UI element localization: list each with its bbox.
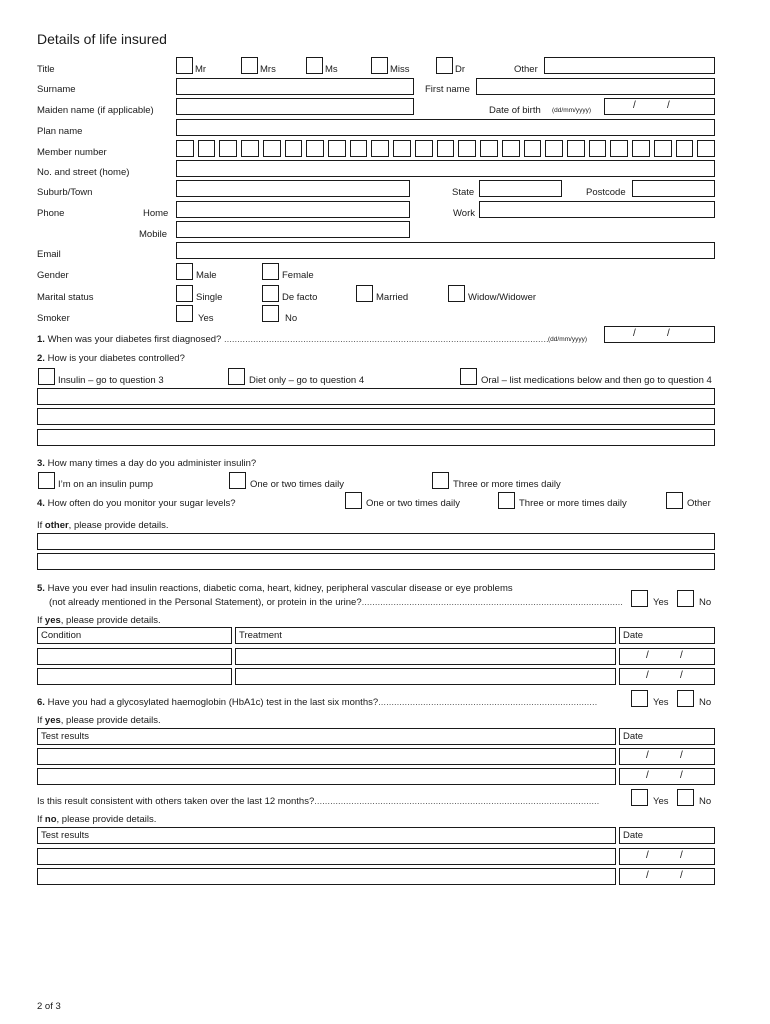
title-dr-checkbox[interactable] [436, 57, 453, 74]
q7-text: Is this result consistent with others taken over the last 12 months?............................................................................................................ [37, 796, 600, 807]
label-title: Title [37, 64, 55, 75]
member-number-cell[interactable] [241, 140, 259, 157]
label-dob: Date of birth [489, 105, 541, 116]
q5-date-header [619, 627, 715, 644]
member-number-cell[interactable] [350, 140, 368, 157]
first-name-field[interactable] [476, 78, 715, 95]
q6-date-header-label: Date [623, 731, 644, 742]
gender-female-label: Female [282, 270, 314, 281]
phone-work-field[interactable] [479, 201, 715, 218]
surname-field[interactable] [176, 78, 414, 95]
title-miss-checkbox[interactable] [371, 57, 388, 74]
q4-number: 4. [37, 498, 45, 509]
q5-treatment-header-label: Treatment [239, 630, 282, 641]
q3-once-twice-label: One or two times daily [250, 479, 344, 490]
q5-date-cell[interactable] [619, 648, 715, 665]
q3-number: 3. [37, 458, 45, 469]
q6-results-cell[interactable] [37, 748, 616, 765]
q6-date-cell[interactable] [619, 768, 715, 785]
q4-if-suffix: , please provide details. [68, 520, 169, 531]
q2-medication-line-1[interactable] [37, 388, 715, 405]
member-number-cell[interactable] [654, 140, 672, 157]
q5-date-cell[interactable] [619, 668, 715, 685]
phone-home-field[interactable] [176, 201, 410, 218]
phone-mobile-field[interactable] [176, 221, 410, 238]
label-first-name: First name [425, 84, 470, 95]
label-marital: Marital status [37, 292, 94, 303]
q5-treatment-cell[interactable] [235, 668, 616, 685]
q5-question-line-1: Have you ever had insulin reactions, diabetic coma, heart, kidney, peripheral vascular disease or eye problems [44, 583, 513, 594]
date-separator: / [646, 770, 649, 781]
suburb-field[interactable] [176, 180, 410, 197]
q6-date-header [619, 728, 715, 745]
q7-date-cell[interactable] [619, 868, 715, 885]
gender-male-checkbox[interactable] [176, 263, 193, 280]
title-ms-label: Ms [325, 64, 338, 75]
q5-yes-label: Yes [653, 597, 669, 608]
marital-widow-checkbox[interactable] [448, 285, 465, 302]
member-number-cell[interactable] [589, 140, 607, 157]
q5-date-header-label: Date [623, 630, 644, 641]
q5-number: 5. [37, 583, 45, 594]
member-number-cell[interactable] [198, 140, 216, 157]
member-number-cell[interactable] [676, 140, 694, 157]
q2-oral-checkbox[interactable] [460, 368, 477, 385]
q6-results-header-label: Test results [41, 731, 90, 742]
q5-if-bold: yes [44, 615, 61, 626]
q4-question: How often do you monitor your sugar levels? [44, 498, 236, 509]
member-number-field[interactable] [176, 140, 715, 157]
marital-married-label: Married [376, 292, 409, 303]
title-other-label: Other [514, 64, 538, 75]
q7-date-cell[interactable] [619, 848, 715, 865]
member-number-cell[interactable] [545, 140, 563, 157]
q4-three-plus-label: Three or more times daily [519, 498, 627, 509]
q7-date-header [619, 827, 715, 844]
q5-text-line-1 [37, 583, 513, 594]
q6-date-cell[interactable] [619, 748, 715, 765]
q5-no-label: No [699, 597, 712, 608]
q1-date-field[interactable] [604, 326, 715, 343]
smoker-yes-checkbox[interactable] [176, 305, 193, 322]
q6-no-checkbox[interactable] [677, 690, 694, 707]
q6-if-prefix: If [37, 715, 45, 726]
q7-no-checkbox[interactable] [677, 789, 694, 806]
member-number-cell[interactable] [371, 140, 389, 157]
q6-text: 6. Have you had a glycosylated haemoglobin (HbA1c) test in the last six months?................................................................................... [37, 697, 598, 708]
member-number-cell[interactable] [458, 140, 476, 157]
q1-date-format: (dd/mm/yyyy) [548, 336, 587, 343]
q4-other-label: Other [687, 498, 711, 509]
q7-if-suffix: , please provide details. [56, 814, 157, 825]
q5-if-prefix: If [37, 615, 45, 626]
member-number-cell[interactable] [437, 140, 455, 157]
member-number-cell[interactable] [502, 140, 520, 157]
q4-once-twice-label: One or two times daily [366, 498, 460, 509]
q6-results-header [37, 728, 616, 745]
member-number-cell[interactable] [306, 140, 324, 157]
label-phone: Phone [37, 208, 65, 219]
q3-once-twice-checkbox[interactable] [229, 472, 246, 489]
member-number-cell[interactable] [697, 140, 715, 157]
q1-question: When was your diabetes first diagnosed? [44, 334, 224, 345]
date-separator: / [633, 100, 636, 111]
q5-if-suffix: , please provide details. [60, 615, 161, 626]
title-dr-label: Dr [455, 64, 466, 75]
q3-question: How many times a day do you administer insulin? [44, 458, 257, 469]
q2-insulin-label: Insulin – go to question 3 [58, 375, 164, 386]
label-gender: Gender [37, 270, 69, 281]
label-plan: Plan name [37, 126, 83, 137]
q5-condition-header [37, 627, 232, 644]
q7-results-cell[interactable] [37, 868, 616, 885]
q5-no-checkbox[interactable] [677, 590, 694, 607]
date-separator: / [633, 328, 636, 339]
q2-diet-label: Diet only – go to question 4 [249, 375, 365, 386]
label-street: No. and street (home) [37, 167, 130, 178]
q5-question-line-2: (not already mentioned in the Personal Statement), or protein in the urine? [49, 597, 362, 608]
member-number-cell[interactable] [632, 140, 650, 157]
q5-text-line-2: (not already mentioned in the Personal Statement), or protein in the urine?................................................................................................... [49, 597, 623, 608]
title-mrs-checkbox[interactable] [241, 57, 258, 74]
q1-text: 1. When was your diabetes first diagnosed? ........................................................................................................................... [37, 334, 549, 345]
marital-single-label: Single [196, 292, 223, 303]
q7-yes-checkbox[interactable] [631, 789, 648, 806]
q5-yes-checkbox[interactable] [631, 590, 648, 607]
title-mrs-label: Mrs [260, 64, 276, 75]
label-postcode: Postcode [586, 187, 626, 198]
q4-details-line-2[interactable] [37, 553, 715, 570]
label-smoker: Smoker [37, 313, 70, 324]
q3-three-plus-label: Three or more times daily [453, 479, 561, 490]
gender-female-checkbox[interactable] [262, 263, 279, 280]
q2-diet-checkbox[interactable] [228, 368, 245, 385]
label-member: Member number [37, 147, 107, 158]
q2-insulin-checkbox[interactable] [38, 368, 55, 385]
gender-male-label: Male [196, 270, 217, 281]
member-number-cell[interactable] [219, 140, 237, 157]
member-number-cell[interactable] [480, 140, 498, 157]
label-dob-format: (dd/mm/yyyy) [552, 107, 591, 114]
q2-oral-label: Oral – list medications below and then go to question 4 [481, 375, 712, 386]
member-number-cell[interactable] [328, 140, 346, 157]
q4-other-checkbox[interactable] [666, 492, 683, 509]
smoker-no-label: No [285, 313, 298, 324]
q5-condition-header-label: Condition [41, 630, 82, 641]
dob-field[interactable] [604, 98, 715, 115]
q6-number: 6. [37, 697, 45, 708]
q4-text [37, 498, 236, 509]
q4-three-plus-checkbox[interactable] [498, 492, 515, 509]
maiden-name-field[interactable] [176, 98, 414, 115]
street-field[interactable] [176, 160, 715, 177]
marital-defacto-checkbox[interactable] [262, 285, 279, 302]
q2-medication-line-3[interactable] [37, 429, 715, 446]
page-number: 2 of 3 [37, 1001, 61, 1012]
q4-once-twice-checkbox[interactable] [345, 492, 362, 509]
q3-text [37, 458, 256, 469]
label-suburb: Suburb/Town [37, 187, 93, 198]
q6-results-cell[interactable] [37, 768, 616, 785]
label-surname: Surname [37, 84, 76, 95]
q7-results-header [37, 827, 616, 844]
label-work: Work [453, 208, 475, 219]
marital-widow-label: Widow/Widower [468, 292, 537, 303]
date-separator: / [680, 770, 683, 781]
title-miss-label: Miss [390, 64, 410, 75]
date-separator: / [646, 650, 649, 661]
q7-if-prefix: If [37, 814, 45, 825]
q6-yes-checkbox[interactable] [631, 690, 648, 707]
q3-pump-label: I’m on an insulin pump [58, 479, 154, 490]
q7-date-header-label: Date [623, 830, 644, 841]
q3-three-plus-checkbox[interactable] [432, 472, 449, 489]
state-field[interactable] [479, 180, 562, 197]
q7-if-bold: no [44, 814, 57, 825]
smoker-no-checkbox[interactable] [262, 305, 279, 322]
q6-yes-label: Yes [653, 697, 669, 708]
member-number-cell[interactable] [285, 140, 303, 157]
q4-if-other [37, 520, 168, 531]
q7-yes-label: Yes [653, 796, 669, 807]
title-ms-checkbox[interactable] [306, 57, 323, 74]
q7-results-cell[interactable] [37, 848, 616, 865]
plan-name-field[interactable] [176, 119, 715, 136]
marital-married-checkbox[interactable] [356, 285, 373, 302]
q2-question: How is your diabetes controlled? [44, 353, 185, 364]
q7-question: Is this result consistent with others taken over the last 12 months? [37, 796, 315, 807]
page-heading: Details of life insured [37, 31, 167, 47]
member-number-cell[interactable] [176, 140, 194, 157]
title-other-field[interactable] [544, 57, 715, 74]
q2-medication-line-2[interactable] [37, 408, 715, 425]
q5-treatment-header [235, 627, 616, 644]
date-separator: / [680, 650, 683, 661]
label-home: Home [143, 208, 169, 219]
q7-if-no [37, 814, 156, 825]
date-separator: / [680, 850, 683, 861]
q1-number: 1. [37, 334, 45, 345]
date-separator: / [680, 670, 683, 681]
q5-if-yes [37, 615, 161, 626]
label-state: State [452, 187, 475, 198]
q5-condition-cell[interactable] [37, 648, 232, 665]
member-number-cell[interactable] [524, 140, 542, 157]
q5-treatment-cell[interactable] [235, 648, 616, 665]
member-number-cell[interactable] [610, 140, 628, 157]
postcode-field[interactable] [632, 180, 715, 197]
q3-pump-checkbox[interactable] [38, 472, 55, 489]
marital-single-checkbox[interactable] [176, 285, 193, 302]
date-separator: / [680, 750, 683, 761]
q6-if-suffix: , please provide details. [60, 715, 161, 726]
q6-question: Have you had a glycosylated haemoglobin (HbA1c) test in the last six months? [44, 697, 379, 708]
label-mobile: Mobile [139, 229, 167, 240]
q4-if-prefix: If [37, 520, 45, 531]
date-separator: / [646, 670, 649, 681]
q2-number: 2. [37, 353, 45, 364]
member-number-cell[interactable] [263, 140, 281, 157]
date-separator: / [646, 870, 649, 881]
q5-condition-cell[interactable] [37, 668, 232, 685]
q6-if-bold: yes [44, 715, 61, 726]
date-separator: / [646, 750, 649, 761]
title-mr-checkbox[interactable] [176, 57, 193, 74]
q7-no-label: No [699, 796, 712, 807]
label-maiden: Maiden name (if applicable) [37, 105, 154, 116]
q4-details-line-1[interactable] [37, 533, 715, 550]
member-number-cell[interactable] [567, 140, 585, 157]
member-number-cell[interactable] [393, 140, 411, 157]
date-separator: / [667, 328, 670, 339]
q2-text [37, 353, 185, 364]
q6-no-label: No [699, 697, 712, 708]
member-number-cell[interactable] [415, 140, 433, 157]
title-mr-label: Mr [195, 64, 207, 75]
marital-defacto-label: De facto [282, 292, 318, 303]
date-separator: / [646, 850, 649, 861]
q7-results-header-label: Test results [41, 830, 90, 841]
email-field[interactable] [176, 242, 715, 259]
q4-if-bold: other [44, 520, 69, 531]
date-separator: / [667, 100, 670, 111]
label-email: Email [37, 249, 61, 260]
q6-if-yes [37, 715, 161, 726]
date-separator: / [680, 870, 683, 881]
smoker-yes-label: Yes [198, 313, 214, 324]
